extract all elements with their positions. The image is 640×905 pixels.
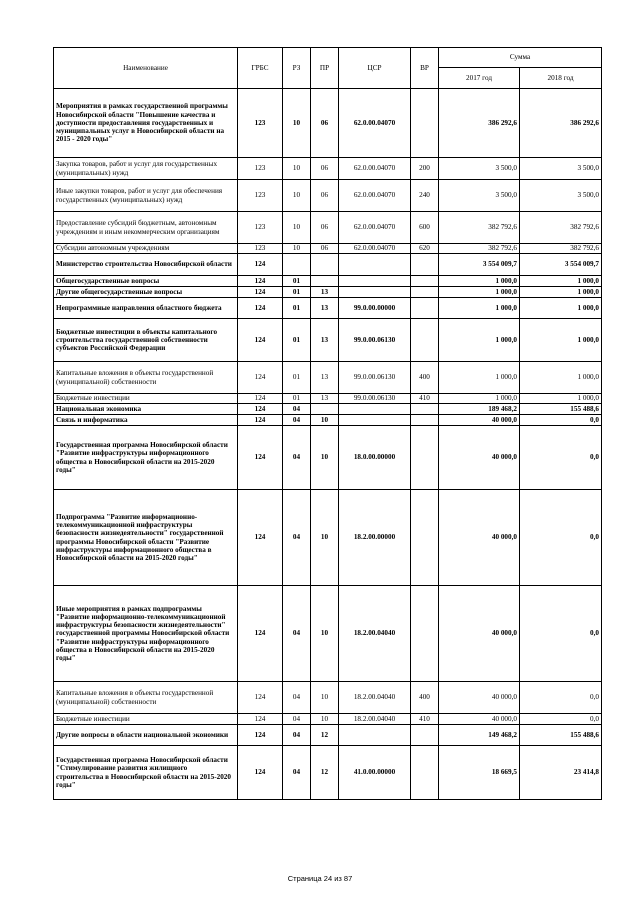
cell-pr: 10 <box>311 586 339 682</box>
table-row <box>54 180 602 212</box>
cell-2018: 0,0 <box>520 415 602 426</box>
cell-grbs: 124 <box>238 714 283 725</box>
cell-csr: 62.0.00.04070 <box>339 244 411 254</box>
cell-pr: 13 <box>311 394 339 404</box>
cell-csr <box>339 415 411 426</box>
cell-pr: 12 <box>311 725 339 746</box>
cell-grbs: 124 <box>238 404 283 415</box>
cell-pr: 10 <box>311 415 339 426</box>
cell-grbs: 124 <box>238 682 283 714</box>
table-row <box>54 287 602 298</box>
cell-2018: 0,0 <box>520 586 602 682</box>
cell-2017: 40 000,0 <box>439 682 520 714</box>
cell-2018: 1 000,0 <box>520 394 602 404</box>
cell-rz: 01 <box>283 276 311 287</box>
cell-2018: 155 488,6 <box>520 404 602 415</box>
cell-name: Мероприятия в рамках государственной программы Новосибирской области "Повышение качества и доступности предоставления государственных и муниципальных услуг в Новосибирской области на 2015 - 2020 годы" <box>54 89 238 158</box>
cell-2017: 1 000,0 <box>439 287 520 298</box>
cell-name: Предоставление субсидий бюджетным, автономным учреждениям и иным некоммерческим организациям <box>54 212 238 244</box>
cell-2017: 1 000,0 <box>439 276 520 287</box>
table-row <box>54 362 602 394</box>
cell-vr <box>411 276 439 287</box>
cell-name: Другие общегосударственные вопросы <box>54 287 238 298</box>
table-row <box>54 244 602 254</box>
cell-vr <box>411 490 439 586</box>
cell-rz: 04 <box>283 404 311 415</box>
cell-grbs: 124 <box>238 746 283 800</box>
cell-pr: 13 <box>311 362 339 394</box>
cell-vr <box>411 426 439 490</box>
cell-csr: 62.0.00.04070 <box>339 89 411 158</box>
cell-rz: 10 <box>283 212 311 244</box>
table-row <box>54 212 602 244</box>
cell-2018: 1 000,0 <box>520 319 602 362</box>
budget-table <box>53 47 602 800</box>
cell-csr: 99.0.00.00000 <box>339 298 411 319</box>
cell-name: Общегосударственные вопросы <box>54 276 238 287</box>
cell-vr: 240 <box>411 180 439 212</box>
cell-rz: 10 <box>283 180 311 212</box>
cell-pr: 12 <box>311 746 339 800</box>
cell-grbs: 124 <box>238 490 283 586</box>
cell-rz: 01 <box>283 394 311 404</box>
cell-2018: 0,0 <box>520 682 602 714</box>
header-sum: Сумма <box>439 48 602 68</box>
page-footer: Страница 24 из 87 <box>287 874 353 883</box>
table-body <box>54 89 602 800</box>
cell-rz: 04 <box>283 714 311 725</box>
cell-2017: 382 792,6 <box>439 244 520 254</box>
cell-name: Другие вопросы в области национальной экономики <box>54 725 238 746</box>
cell-name: Субсидии автономным учреждениям <box>54 244 238 254</box>
table-row <box>54 89 602 158</box>
cell-name: Иные закупки товаров, работ и услуг для обеспечения государственных (муниципальных) нужд <box>54 180 238 212</box>
cell-name: Бюджетные инвестиции <box>54 394 238 404</box>
cell-rz: 01 <box>283 287 311 298</box>
cell-csr: 18.2.00.04040 <box>339 714 411 725</box>
cell-grbs: 124 <box>238 319 283 362</box>
table-row <box>54 490 602 586</box>
cell-2018: 155 488,6 <box>520 725 602 746</box>
cell-grbs: 124 <box>238 725 283 746</box>
cell-rz: 04 <box>283 682 311 714</box>
cell-rz: 04 <box>283 746 311 800</box>
cell-csr <box>339 254 411 276</box>
cell-pr: 06 <box>311 212 339 244</box>
cell-pr: 13 <box>311 319 339 362</box>
cell-2018: 3 554 009,7 <box>520 254 602 276</box>
cell-2017: 1 000,0 <box>439 298 520 319</box>
cell-vr <box>411 725 439 746</box>
cell-2018: 382 792,6 <box>520 244 602 254</box>
header-rz: РЗ <box>283 48 311 89</box>
cell-2017: 386 292,6 <box>439 89 520 158</box>
table-row <box>54 586 602 682</box>
cell-2018: 23 414,8 <box>520 746 602 800</box>
cell-vr <box>411 254 439 276</box>
cell-pr <box>311 404 339 415</box>
table-row <box>54 714 602 725</box>
header-name: Наименование <box>54 48 238 89</box>
cell-csr: 41.0.00.00000 <box>339 746 411 800</box>
cell-pr: 06 <box>311 158 339 180</box>
cell-vr <box>411 298 439 319</box>
cell-grbs: 123 <box>238 212 283 244</box>
header-pr: ПР <box>311 48 339 89</box>
cell-vr: 400 <box>411 682 439 714</box>
header-grbs: ГРБС <box>238 48 283 89</box>
table-row <box>54 276 602 287</box>
cell-2017: 40 000,0 <box>439 586 520 682</box>
cell-rz <box>283 254 311 276</box>
cell-2018: 3 500,0 <box>520 180 602 212</box>
cell-2018: 1 000,0 <box>520 276 602 287</box>
cell-rz: 04 <box>283 415 311 426</box>
cell-2017: 1 000,0 <box>439 362 520 394</box>
cell-rz: 04 <box>283 586 311 682</box>
cell-csr: 18.2.00.04040 <box>339 682 411 714</box>
cell-2017: 149 468,2 <box>439 725 520 746</box>
cell-name: Капитальные вложения в объекты государственной (муниципальной) собственности <box>54 682 238 714</box>
table-row <box>54 254 602 276</box>
cell-rz: 01 <box>283 362 311 394</box>
cell-rz: 04 <box>283 426 311 490</box>
cell-grbs: 124 <box>238 394 283 404</box>
cell-grbs: 123 <box>238 244 283 254</box>
cell-pr: 10 <box>311 490 339 586</box>
cell-name: Бюджетные инвестиции <box>54 714 238 725</box>
cell-2017: 382 792,6 <box>439 212 520 244</box>
cell-grbs: 124 <box>238 426 283 490</box>
cell-vr <box>411 586 439 682</box>
cell-name: Государственная программа Новосибирской области "Стимулирование развития жилищного строительства в Новосибирской области на 2015-2020 годы" <box>54 746 238 800</box>
cell-rz: 04 <box>283 725 311 746</box>
cell-2017: 3 500,0 <box>439 180 520 212</box>
cell-2018: 1 000,0 <box>520 362 602 394</box>
cell-csr: 99.0.00.06130 <box>339 394 411 404</box>
cell-2018: 1 000,0 <box>520 298 602 319</box>
cell-grbs: 124 <box>238 362 283 394</box>
cell-grbs: 124 <box>238 254 283 276</box>
cell-2017: 40 000,0 <box>439 714 520 725</box>
cell-vr: 620 <box>411 244 439 254</box>
cell-name: Министерство строительства Новосибирской области <box>54 254 238 276</box>
cell-grbs: 124 <box>238 415 283 426</box>
cell-2017: 40 000,0 <box>439 415 520 426</box>
cell-csr <box>339 725 411 746</box>
cell-csr <box>339 276 411 287</box>
table-row <box>54 415 602 426</box>
cell-2017: 1 000,0 <box>439 394 520 404</box>
table-row <box>54 298 602 319</box>
cell-csr: 18.2.00.04040 <box>339 586 411 682</box>
table-row <box>54 319 602 362</box>
cell-pr: 06 <box>311 89 339 158</box>
cell-rz: 01 <box>283 319 311 362</box>
cell-vr: 400 <box>411 362 439 394</box>
table-row <box>54 746 602 800</box>
cell-vr: 410 <box>411 714 439 725</box>
cell-csr: 62.0.00.04070 <box>339 180 411 212</box>
cell-name: Иные мероприятия в рамках подпрограммы "Развитие информационно-телекоммуникационной инфраструктуры безопасности жизнедеятельности" государственной программы Новосибирской области "Развитие инфраструктуры информационного общества в Новосибирской области на 2015-2020 годы" <box>54 586 238 682</box>
cell-name: Подпрограмма "Развитие информационно-телекоммуникационной инфраструктуры безопасности жизнедеятельности" государственной программы Новосибирской области "Развитие инфраструктуры информационного общества в Новосибирской области на 2015-2020 годы" <box>54 490 238 586</box>
cell-2018: 1 000,0 <box>520 287 602 298</box>
cell-2018: 0,0 <box>520 714 602 725</box>
cell-name: Капитальные вложения в объекты государственной (муниципальной) собственности <box>54 362 238 394</box>
cell-rz: 10 <box>283 244 311 254</box>
cell-grbs: 123 <box>238 89 283 158</box>
cell-csr: 18.2.00.00000 <box>339 490 411 586</box>
cell-vr <box>411 404 439 415</box>
cell-rz: 04 <box>283 490 311 586</box>
cell-rz: 10 <box>283 89 311 158</box>
table-row <box>54 682 602 714</box>
cell-name: Связь и информатика <box>54 415 238 426</box>
header-2018: 2018 год <box>520 68 602 89</box>
cell-pr: 13 <box>311 298 339 319</box>
table-row <box>54 404 602 415</box>
cell-pr <box>311 254 339 276</box>
table-row <box>54 725 602 746</box>
cell-pr: 13 <box>311 287 339 298</box>
table-row <box>54 394 602 404</box>
cell-csr: 99.0.00.06130 <box>339 319 411 362</box>
cell-name: Закупка товаров, работ и услуг для государственных (муниципальных) нужд <box>54 158 238 180</box>
table-row <box>54 426 602 490</box>
cell-vr <box>411 415 439 426</box>
cell-grbs: 124 <box>238 298 283 319</box>
cell-grbs: 124 <box>238 586 283 682</box>
cell-2017: 189 468,2 <box>439 404 520 415</box>
cell-grbs: 123 <box>238 158 283 180</box>
cell-2017: 18 669,5 <box>439 746 520 800</box>
cell-2018: 386 292,6 <box>520 89 602 158</box>
cell-pr: 10 <box>311 426 339 490</box>
header-2017: 2017 год <box>439 68 520 89</box>
cell-grbs: 123 <box>238 180 283 212</box>
cell-csr <box>339 287 411 298</box>
header-vr: ВР <box>411 48 439 89</box>
cell-2017: 1 000,0 <box>439 319 520 362</box>
cell-2017: 3 554 009,7 <box>439 254 520 276</box>
cell-vr: 410 <box>411 394 439 404</box>
cell-vr <box>411 89 439 158</box>
cell-name: Бюджетные инвестиции в объекты капитального строительства государственной собственности субъектов Российской Федерации <box>54 319 238 362</box>
cell-csr: 99.0.00.06130 <box>339 362 411 394</box>
cell-pr: 06 <box>311 244 339 254</box>
cell-2017: 40 000,0 <box>439 426 520 490</box>
cell-vr: 600 <box>411 212 439 244</box>
cell-rz: 10 <box>283 158 311 180</box>
cell-csr: 18.0.00.00000 <box>339 426 411 490</box>
cell-pr: 10 <box>311 714 339 725</box>
cell-name: Государственная программа Новосибирской области "Развитие инфраструктуры информационного общества в Новосибирской области на 2015-2020 годы" <box>54 426 238 490</box>
cell-pr: 06 <box>311 180 339 212</box>
cell-csr <box>339 404 411 415</box>
cell-name: Непрограммные направления областного бюджета <box>54 298 238 319</box>
cell-vr <box>411 287 439 298</box>
cell-2018: 3 500,0 <box>520 158 602 180</box>
cell-2017: 3 500,0 <box>439 158 520 180</box>
cell-2018: 0,0 <box>520 426 602 490</box>
cell-pr: 10 <box>311 682 339 714</box>
cell-2018: 0,0 <box>520 490 602 586</box>
cell-2017: 40 000,0 <box>439 490 520 586</box>
cell-pr <box>311 276 339 287</box>
cell-grbs: 124 <box>238 287 283 298</box>
cell-name: Национальная экономика <box>54 404 238 415</box>
cell-grbs: 124 <box>238 276 283 287</box>
cell-csr: 62.0.00.04070 <box>339 158 411 180</box>
header-csr: ЦСР <box>339 48 411 89</box>
table-row <box>54 158 602 180</box>
cell-rz: 01 <box>283 298 311 319</box>
cell-vr <box>411 746 439 800</box>
cell-2018: 382 792,6 <box>520 212 602 244</box>
cell-csr: 62.0.00.04070 <box>339 212 411 244</box>
cell-vr <box>411 319 439 362</box>
cell-vr: 200 <box>411 158 439 180</box>
